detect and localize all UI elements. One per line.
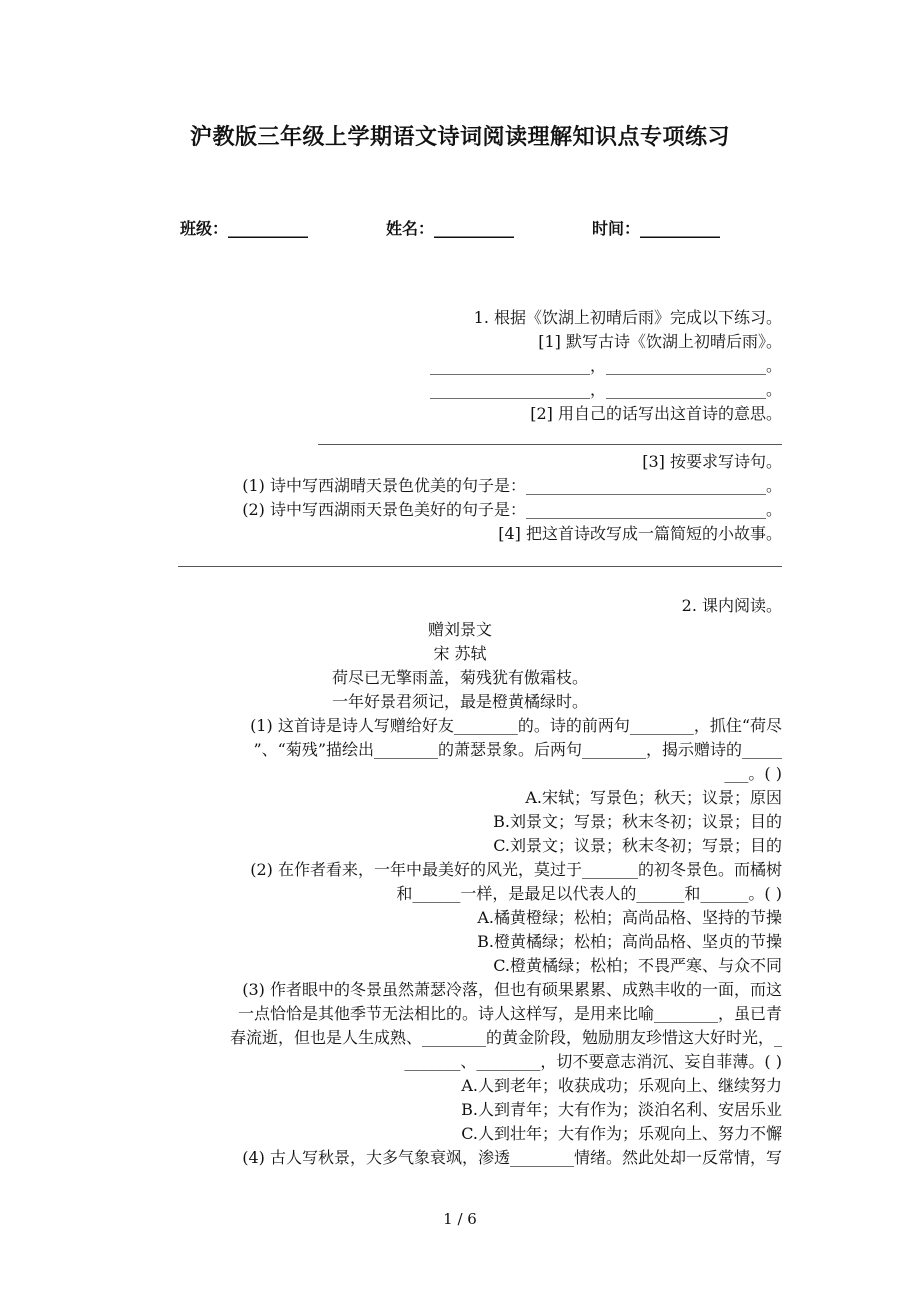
q2-s2-option-c: C.橙黄橘绿；松柏；不畏严寒、与众不同 [493, 956, 782, 975]
q1-part3: [3] 按要求写诗句。 [642, 452, 782, 471]
time-field: 时间：__________ [592, 219, 721, 238]
name-field: 姓名：__________ [386, 219, 515, 238]
q2-s3-option-c: C.人到壮年；大有作为；乐观向上、努力不懈 [461, 1124, 782, 1143]
q2-s1-line-1: (1) 这首诗是诗人写赠给好友________的。诗的前两句________，抓住“荷尽 [250, 716, 782, 735]
q1-part4: [4] 把这首诗改写成一篇简短的小故事。 [498, 524, 782, 543]
q1-part2: [2] 用自己的话写出这首诗的意思。 [530, 404, 782, 423]
page-number: 1 / 6 [443, 1210, 477, 1228]
answer-rule-2 [178, 566, 782, 567]
q1-part3-b: (2) 诗中写西湖雨天景色美好的句子是：______________________________。 [242, 500, 782, 519]
poem-author: 宋 苏轼 [433, 644, 487, 663]
q2-s3-line-2: 一点恰恰是其他季节无法相比的。诗人这样写，是用来比喻________，虽已青 [237, 1004, 782, 1023]
q2-s3-line-4: _______、________，切不要意志消沉、妄自菲薄。( ) [404, 1052, 782, 1071]
q2-s3-option-b: B.人到青年；大有作为；淡泊名利、安居乐业 [461, 1100, 782, 1119]
q1-blank-line-1: ____________________，____________________。 [429, 356, 782, 375]
q1-part1: [1] 默写古诗《饮湖上初晴后雨》。 [538, 332, 782, 351]
q2-s2-option-a: A.橘黄橙绿；松柏；高尚品格、坚持的节操 [477, 908, 782, 927]
q1-intro: 1. 根据《饮湖上初晴后雨》完成以下练习。 [473, 308, 782, 327]
q2-s3-line-3: 春流逝，但也是人生成熟、________的黄金阶段，勉励朋友珍惜这大好时光，_ [229, 1028, 782, 1047]
q2-s1-option-b: B.刘景文；写景；秋末冬初；议景；目的 [493, 812, 782, 831]
poem-line-1: 荷尽已无擎雨盖，菊残犹有傲霜枝。 [331, 668, 588, 687]
poem-title: 赠刘景文 [427, 620, 492, 639]
q2-s2-line-2: 和______一样，是最足以代表人的______和______。( ) [396, 884, 782, 903]
q2-s3-option-a: A.人到老年；收获成功；乐观向上、继续努力 [461, 1076, 782, 1095]
q2-s2-option-b: B.橙黄橘绿；松柏；高尚品格、坚贞的节操 [477, 932, 782, 951]
q1-part3-a: (1) 诗中写西湖晴天景色优美的句子是：______________________________。 [242, 476, 782, 495]
q2-s1-option-c: C.刘景文；议景；秋末冬初；写景；目的 [493, 836, 782, 855]
q1-blank-line-2: ____________________，____________________。 [429, 380, 782, 399]
q2-s3-line-1: (3) 作者眼中的冬景虽然萧瑟冷落，但也有硕果累累、成熟丰收的一面，而这 [242, 980, 782, 999]
poem-line-2: 一年好景君须记，最是橙黄橘绿时。 [331, 692, 588, 711]
q2-s4-line-1: (4) 古人写秋景，大多气象衰飒，渗透________情绪。然此处却一反常情，写 [242, 1148, 782, 1167]
q2-s1-line-3: ___。( ) [724, 764, 782, 783]
q2-s2-line-1: (2) 在作者看来，一年中最美好的风光，莫过于_______的初冬景色。而橘树 [250, 860, 782, 879]
class-field: 班级：__________ [180, 219, 309, 238]
q2-intro: 2. 课内阅读。 [681, 596, 782, 615]
answer-rule-1 [318, 444, 782, 445]
q2-s1-line-2: ”、“菊残”描绘出________的萧瑟景象。后两句________，揭示赠诗的_____ [253, 740, 782, 759]
q2-s1-option-a: A.宋轼；写景色；秋天；议景；原因 [525, 788, 782, 807]
document-title: 沪教版三年级上学期语文诗词阅读理解知识点专项练习 [189, 125, 730, 150]
